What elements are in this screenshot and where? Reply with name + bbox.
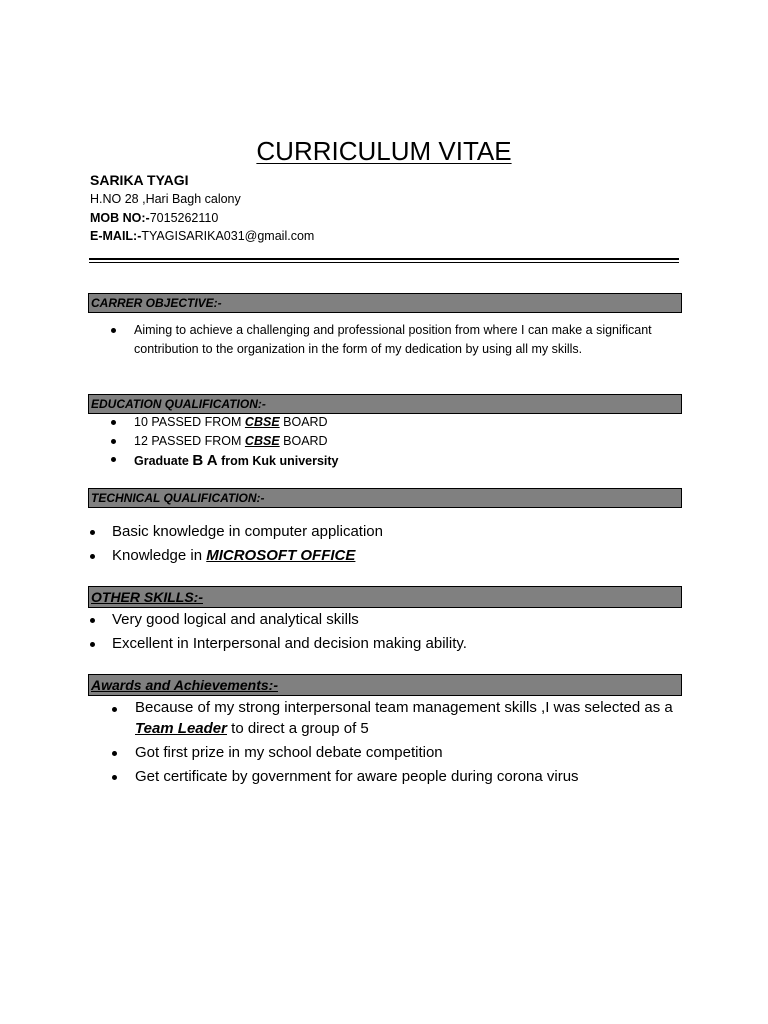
degree-name: B A bbox=[192, 452, 218, 469]
list-item: Because of my strong interpersonal team management skills ,I was selected as a Team Leader to direct a group of 5 bbox=[88, 697, 682, 739]
document-title: CURRICULUM VITAE bbox=[256, 136, 512, 166]
section-heading-technical: TECHNICAL QUALIFICATION:- bbox=[88, 488, 682, 508]
contact-block bbox=[90, 170, 690, 246]
awards-list bbox=[88, 697, 682, 789]
list-item: Got first prize in my school debate competition bbox=[88, 741, 682, 765]
list-item: Knowledge in MICROSOFT OFFICE bbox=[88, 544, 682, 568]
education-list bbox=[88, 413, 682, 472]
technical-list bbox=[88, 520, 682, 568]
section-heading-awards: Awards and Achievements:- bbox=[88, 674, 682, 696]
role-name: Team Leader bbox=[135, 720, 227, 737]
list-item: Basic knowledge in computer application bbox=[88, 520, 682, 544]
mobile-value: 7015262110 bbox=[149, 210, 219, 225]
email-line bbox=[90, 227, 690, 246]
mobile-line bbox=[90, 209, 690, 228]
list-item: Graduate B A from Kuk university bbox=[88, 450, 682, 472]
list-item: Very good logical and analytical skills bbox=[88, 608, 682, 632]
email-label: E-MAIL:- bbox=[90, 229, 142, 243]
address-line: H.NO 28 ,Hari Bagh calony bbox=[90, 192, 241, 206]
email-value: TYAGISARIKA031@gmail.com bbox=[141, 229, 315, 243]
divider-thick bbox=[89, 258, 679, 260]
list-item: 12 PASSED FROM CBSE BOARD bbox=[88, 432, 682, 451]
candidate-name: SARIKA TYAGI bbox=[90, 172, 189, 188]
section-heading-objective: CARRER OBJECTIVE:- bbox=[88, 293, 682, 313]
list-item: Get certificate by government for aware people during corona virus bbox=[88, 765, 682, 789]
board-name: CBSE bbox=[244, 433, 280, 448]
divider-thin bbox=[89, 262, 679, 263]
section-heading-education: EDUCATION QUALIFICATION:- bbox=[88, 394, 682, 414]
software-name: MICROSOFT OFFICE bbox=[206, 547, 356, 564]
list-item: Aiming to achieve a challenging and professional position from where I can make a significant contribution to the organization in the form of my dedication by using all my skills. bbox=[88, 321, 682, 358]
list-item: 10 PASSED FROM CBSE BOARD bbox=[88, 413, 682, 432]
objective-list bbox=[88, 321, 682, 358]
other-skills-list bbox=[88, 608, 682, 656]
mobile-label: MOB NO:- bbox=[90, 210, 150, 225]
board-name: CBSE bbox=[244, 415, 280, 429]
list-item: Excellent in Interpersonal and decision making ability. bbox=[88, 632, 682, 656]
section-heading-other-skills: OTHER SKILLS:- bbox=[88, 586, 682, 608]
